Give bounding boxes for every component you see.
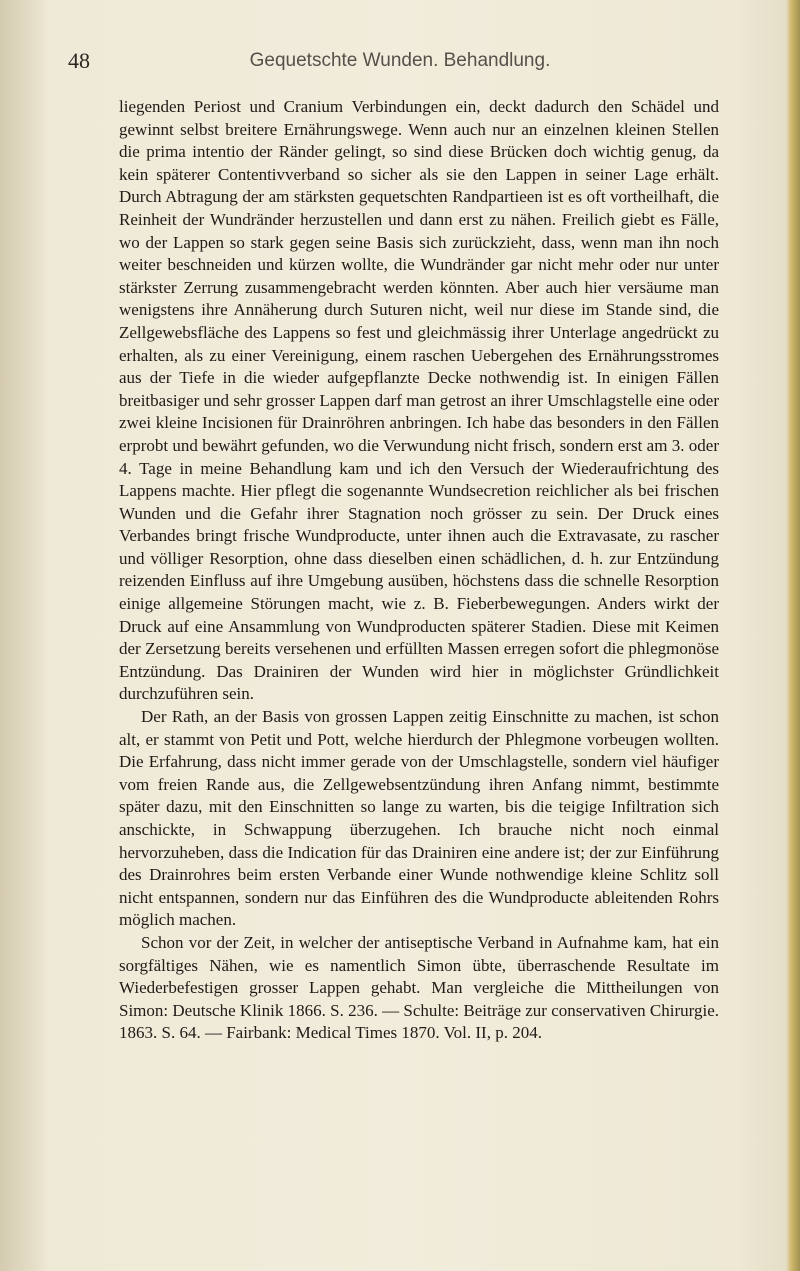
page-number: 48	[68, 48, 90, 73]
body-text	[119, 96, 719, 1045]
paragraph-2: Der Rath, an der Basis von grossen Lappen zeitig Einschnitte zu machen, ist schon alt, er stammt von Petit und Pott, welche hierdurch der Phlegmone vorbeugen wollten. Die Erfahrung, dass nicht immer gerade von der Umschlagstelle, sondern viel häufiger vom freien Rande aus, die Zellgewebsentzündung ihren Anfang nimmt, bestimmte später dazu, mit den Einschnitten so lange zu warten, bis die teigige Infiltration sich anschickte, in Schwappung überzugehen. Ich brauche nicht noch einmal hervorzuheben, dass die Indication für das Drainiren eine andere ist; der zur Einführung des Drainrohres beim ersten Verbande einer Wunde nothwendige kleine Schlitz soll nicht entspannen, sondern nur das Einführen des die Wundproducte ableitenden Rohrs möglich machen.	[119, 707, 719, 930]
paragraph-3: Schon vor der Zeit, in welcher der antiseptische Verband in Aufnahme kam, hat ein sorgfältiges Nähen, wie es namentlich Simon übte, überraschende Resultate im Wiederbefestigen grosser Lappen gehabt. Man vergleiche die Mittheilungen von Simon: Deutsche Klinik 1866. S. 236. — Schulte: Beiträge zur conservativen Chirurgie. 1863. S. 64. — Fairbank: Medical Times 1870. Vol. II, p. 204.	[119, 932, 719, 1043]
page-edge-gilt	[786, 0, 800, 1271]
running-title: Gequetschte Wunden. Behandlung.	[249, 50, 551, 71]
page-gutter-shadow	[0, 0, 48, 1271]
paragraph-1: liegenden Periost und Cranium Verbindungen ein, deckt dadurch den Schädel und gewinnt selbst breitere Ernährungswege. Wenn auch nur an einzelnen kleinen Stellen die prima intentio der Ränder gelingt, so sind diese Brücken doch wichtig genug, da kein späterer Contentivverband so sicher als sie den Lappen in seiner Lage erhält. Durch Abtragung der am stärksten gequetschten Randpartieen ist es oft vortheilhaft, die Reinheit der Wundränder herzustellen und dann erst zu nähen. Freilich giebt es Fälle, wo der Lappen so stark gegen seine Basis sich zurückzieht, dass, wenn man ihn noch weiter beschneiden und kürzen wollte, die Wundränder gar nicht mehr oder nur unter stärkster Zerrung zusammengebracht werden könnten. Aber auch hier versäume man wenigstens ihre Annäherung durch Suturen nicht, weil nur diese im Stande sind, die Zellgewebsfläche des Lappens so fest und gleichmässig ihrer Unterlage angedrückt zu erhalten, als zu einer Vereinigung, einem raschen Uebergehen des Ernährungsstromes aus der Tiefe in die wieder aufgepflanzte Decke nothwendig ist. In einigen Fällen breitbasiger und sehr grosser Lappen darf man getrost an ihrer Umschlagstelle eine oder zwei kleine Incisionen für Drainröhren anbringen. Ich habe das besonders in den Fällen erprobt und bewährt gefunden, wo die Verwundung nicht frisch, sondern erst am 3. oder 4. Tage in meine Behandlung kam und ich den Versuch der Wiederaufrichtung des Lappens machte. Hier pflegt die sogenannte Wundsecretion reichlicher als bei frischen Wunden und die Gefahr ihrer Stagnation noch grösser zu sein. Der Druck eines Verbandes bringt frische Wundproducte, unter ihnen auch die Extravasate, zu rascher und völliger Resorption, ohne dass dieselben einen schädlichen, d. h. zur Entzündung reizenden Einfluss auf ihre Umgebung ausüben, höchstens dass die schnelle Resorption einige allgemeine Störungen macht, wie z. B. Fieberbewegungen. Anders wirkt der Druck auf eine Ansammlung von Wundproducten späterer Stadien. Diese mit Keimen der Zersetzung bereits versehenen und erfüllten Massen erregen sofort die phlegmonöse Entzündung. Das Drainiren der Wunden wird hier in möglichster Gründlichkeit durchzuführen sein.	[119, 97, 719, 704]
page-header	[64, 48, 736, 78]
